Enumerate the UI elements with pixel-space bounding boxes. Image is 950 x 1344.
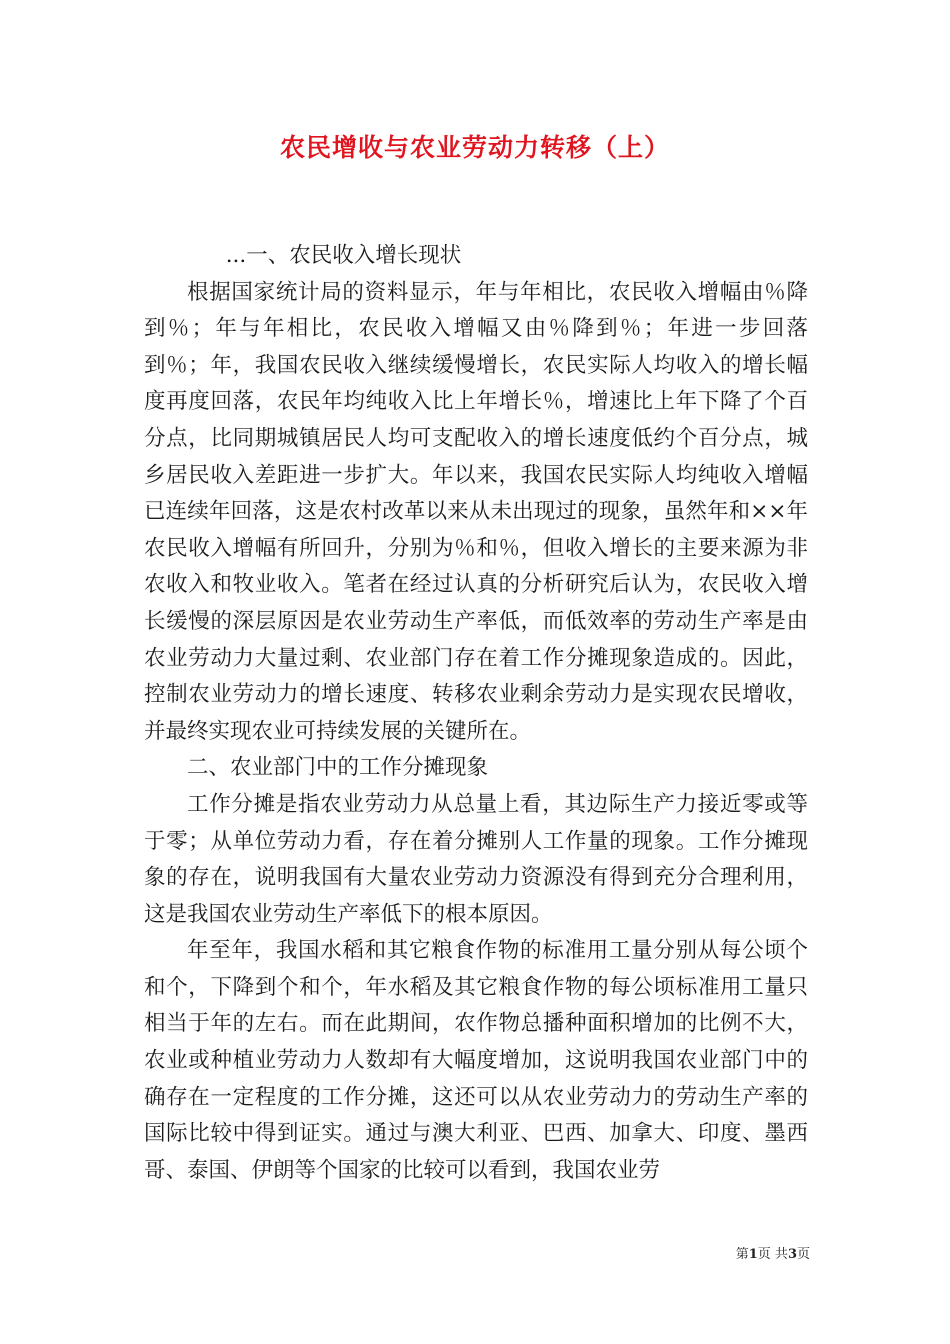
footer-current-page: 1 bbox=[748, 1247, 758, 1262]
page-footer bbox=[600, 1245, 810, 1265]
document-body bbox=[144, 238, 808, 1189]
footer-total-pages: 3 bbox=[787, 1247, 797, 1262]
paragraph-2: 工作分摊是指农业劳动力从总量上看，其边际生产力接近零或等于零；从单位劳动力看，存在着分摊别人工作量的现象。工作分摊现象的存在，说明我国有大量农业劳动力资源没有得到充分合理利用，这是我国农业劳动生产率低下的根本原因。 bbox=[144, 791, 808, 927]
footer-suffix: 页 bbox=[796, 1247, 810, 1262]
section-heading-2: 二、农业部门中的工作分摊现象 bbox=[187, 755, 489, 781]
paragraph-3: 年至年，我国水稻和其它粮食作物的标准用工量分别从每公顷个和个，下降到个和个，年水稻及其它粮食作物的每公顷标准用工量只相当于年的左右。而在此期间，农作物总播种面积增加的比例不大，农业或种植业劳动力人数却有大幅度增加，这说明我国农业部门中的确存在一定程度的工作分摊，这还可以从农业劳动力的劳动生产率的国际比较中得到证实。通过与澳大利亚、巴西、加拿大、印度、墨西哥、泰国、伊朗等个国家的比较可以看到，我国农业劳 bbox=[144, 938, 808, 1183]
document-title: 农民增收与农业劳动力转移（上） bbox=[279, 133, 670, 162]
paragraph-1: 根据国家统计局的资料显示，年与年相比，农民收入增幅由％降到％；年与年相比，农民收入增幅又由％降到％；年进一步回落到％；年，我国农民收入继续缓慢增长，农民实际人均收入的增长幅度再度回落，农民年均纯收入比上年增长％，增速比上年下降了个百分点，比同期城镇居民人均可支配收入的增长速度低约个百分点，城乡居民收入差距进一步扩大。年以来，我国农民实际人均纯收入增幅已连续年回落，这是农村改革以来从未出现过的现象，虽然年和××年农民收入增幅有所回升，分别为％和％，但收入增长的主要来源为非农收入和牧业收入。笔者在经过认真的分析研究后认为，农民收入增长缓慢的深层原因是农业劳动生产率低，而低效率的劳动生产率是由农业劳动力大量过剩、农业部门存在着工作分摊现象造成的。因此，控制农业劳动力的增长速度、转移农业剩余劳动力是实现农民增收，并最终实现农业可持续发展的关键所在。 bbox=[144, 279, 808, 744]
footer-prefix: 第 bbox=[735, 1247, 749, 1262]
footer-middle: 页 共 bbox=[757, 1247, 788, 1262]
section-heading-1: ...一、农民收入增长现状 bbox=[225, 243, 462, 268]
